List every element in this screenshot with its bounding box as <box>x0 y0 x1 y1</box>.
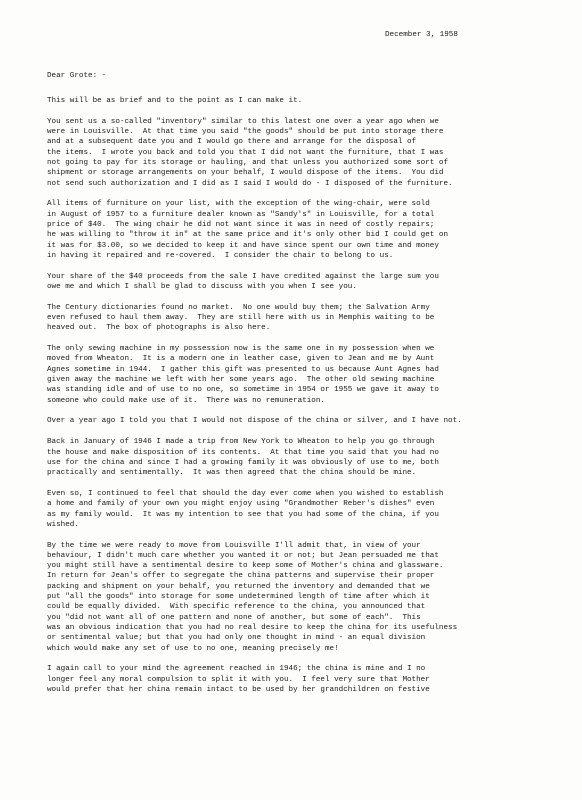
paragraph-line: longer feel any moral compulsion to split it with you. I feel very sure that Mother <box>47 675 430 684</box>
paragraph-line: moved from Wheaton. It is a modern one in leather case, given to Jean and me by Aunt <box>47 355 435 364</box>
paragraph-line: wished. <box>47 520 79 529</box>
paragraph-line: he was willing to "throw it in" at the same price and it's only other bid I could get on <box>47 231 449 240</box>
letter-paragraph <box>47 303 567 334</box>
paragraph-line: and at a subsequent date you and I would go there and arrange for the disposal of <box>47 138 417 147</box>
paragraph-line: was standing idle and of use to no one, so sometime in 1954 or 1955 we gave it away to <box>47 386 439 395</box>
paragraph-line: even refused to haul them away. They are still here with us in Memphis waiting to be <box>47 314 435 323</box>
paragraph-line: you might still have a sentimental desire to keep some of Mother's china and glassware. <box>47 562 444 571</box>
paragraph-line: was an obvious indication that you had no real desire to keep the china for its usefulness <box>47 623 458 632</box>
letter-paragraph <box>47 541 567 654</box>
paragraph-line: packing and shipment on your behalf, you returned the inventory and demanded that we <box>47 582 430 591</box>
paragraph-line: By the time we were ready to move from Louisville I'll admit that, in view of your <box>47 541 421 550</box>
paragraph-line: heaved out. The box of photographs is also here. <box>47 324 271 333</box>
letter-date: December 3, 1958 <box>385 31 458 39</box>
paragraph-line: it was for $3.00, so we decided to keep it and have since spent our own time and money <box>47 241 439 250</box>
paragraph-line: price of $40. The wing chair he did not want since it was in need of costly repairs; <box>47 220 435 229</box>
paragraph-line: you "did not want all of one pattern and none of another, but some of each". This <box>47 613 421 622</box>
paragraph-line: were in Louisville. At that time you said "the goods" should be put into storage there <box>47 128 444 137</box>
paragraph-line: the items. I wrote you back and told you that I did not want the furniture, that I was <box>47 148 444 157</box>
paragraph-line: In return for Jean's offer to segregate the china patterns and supervise their proper <box>47 572 435 581</box>
letter-body <box>47 96 567 706</box>
paragraph-line: as my family would. It was my intention to see that you had some of the china, if you <box>47 510 439 519</box>
paragraph-line: or sentimental value; but that you had only one thought in mind - an equal division <box>47 634 426 643</box>
paragraph-line: the house and make disposition of its contents. At that time you said that you had no <box>47 448 439 457</box>
letter-paragraph <box>47 437 567 478</box>
letter-paragraph <box>47 489 567 530</box>
letter-paragraph <box>47 664 567 695</box>
paragraph-line: The only sewing machine in my possession now is the same one in my possession when we <box>47 345 435 354</box>
paragraph-line: The Century dictionaries found no market. No one would buy them; the Salvation Army <box>47 303 430 312</box>
paragraph-line: Even so, I continued to feel that should the day ever come when you wished to establish <box>47 489 444 498</box>
paragraph-line: someone who could make use of it. There was no remuneration. <box>47 396 325 405</box>
letter-salutation: Dear Grote: - <box>47 72 107 80</box>
paragraph-line: owe me and which I shall be glad to discuss with you when I see you. <box>47 282 357 291</box>
letter-paragraph <box>47 96 567 106</box>
paragraph-line: not send such authorization and I did as I said I would do - I disposed of the furniture. <box>47 179 453 188</box>
letter-paragraph <box>47 199 567 261</box>
paragraph-line: in August of 1957 to a furniture dealer known as "Sandy's" in Louisville, for a total <box>47 210 435 219</box>
paragraph-line: a home and family of your own you might enjoy using "Grandmother Reber's dishes" even <box>47 500 435 509</box>
paragraph-line: practically and sentimentally. It was then agreed that the china should be mine. <box>47 469 417 478</box>
paragraph-line: which would make any set of use to no one, meaning precisely me! <box>47 644 339 653</box>
paragraph-line: given away the machine we left with her some years ago. The other old sewing machine <box>47 376 435 385</box>
paragraph-line: behaviour, I didn't much care whether you wanted it or not; but Jean persuaded me that <box>47 551 439 560</box>
letter-paragraph <box>47 117 567 189</box>
letter-paragraph <box>47 416 567 426</box>
paragraph-line: shipment or storage arrangements on your behalf, I would dispose of the items. You did <box>47 169 444 178</box>
paragraph-line: This will be as brief and to the point as I can make it. <box>47 97 303 105</box>
paragraph-line: in having it repaired and re-covered. I consider the chair to belong to us. <box>47 251 394 260</box>
paragraph-line: would prefer that her china remain intact to be used by her grandchildren on festive <box>47 685 430 694</box>
paragraph-line: use for the china and since I had a growing family it was obviously of use to me, both <box>47 458 439 467</box>
paragraph-line: You sent us a so-called "inventory" similar to this latest one over a year ago when we <box>47 117 439 126</box>
paragraph-line: Your share of the $40 proceeds from the sale I have credited against the large sum you <box>47 272 439 281</box>
paragraph-line: Over a year ago I told you that I would not dispose of the china or silver, and I have not. <box>47 417 462 426</box>
paragraph-line: not going to pay for its storage or hauling, and that unless you authorized some sort of <box>47 158 449 167</box>
paragraph-line: Back in January of 1946 I made a trip from New York to Wheaton to help you go through <box>47 438 435 447</box>
paragraph-line: I again call to your mind the agreement reached in 1946; the china is mine and I no <box>47 665 426 674</box>
letter-paragraph <box>47 272 567 293</box>
letter-paragraph <box>47 344 567 406</box>
paragraph-line: put "all the goods" into storage for some undetermined length of time after which it <box>47 593 430 602</box>
paragraph-line: Agnes sometime in 1944. I gather this gift was presented to us because Aunt Agnes had <box>47 365 439 374</box>
paragraph-line: could be equally divided. With specific reference to the china, you announced that <box>47 603 426 612</box>
paragraph-line: All items of furniture on your list, with the exception of the wing-chair, were sold <box>47 200 430 209</box>
